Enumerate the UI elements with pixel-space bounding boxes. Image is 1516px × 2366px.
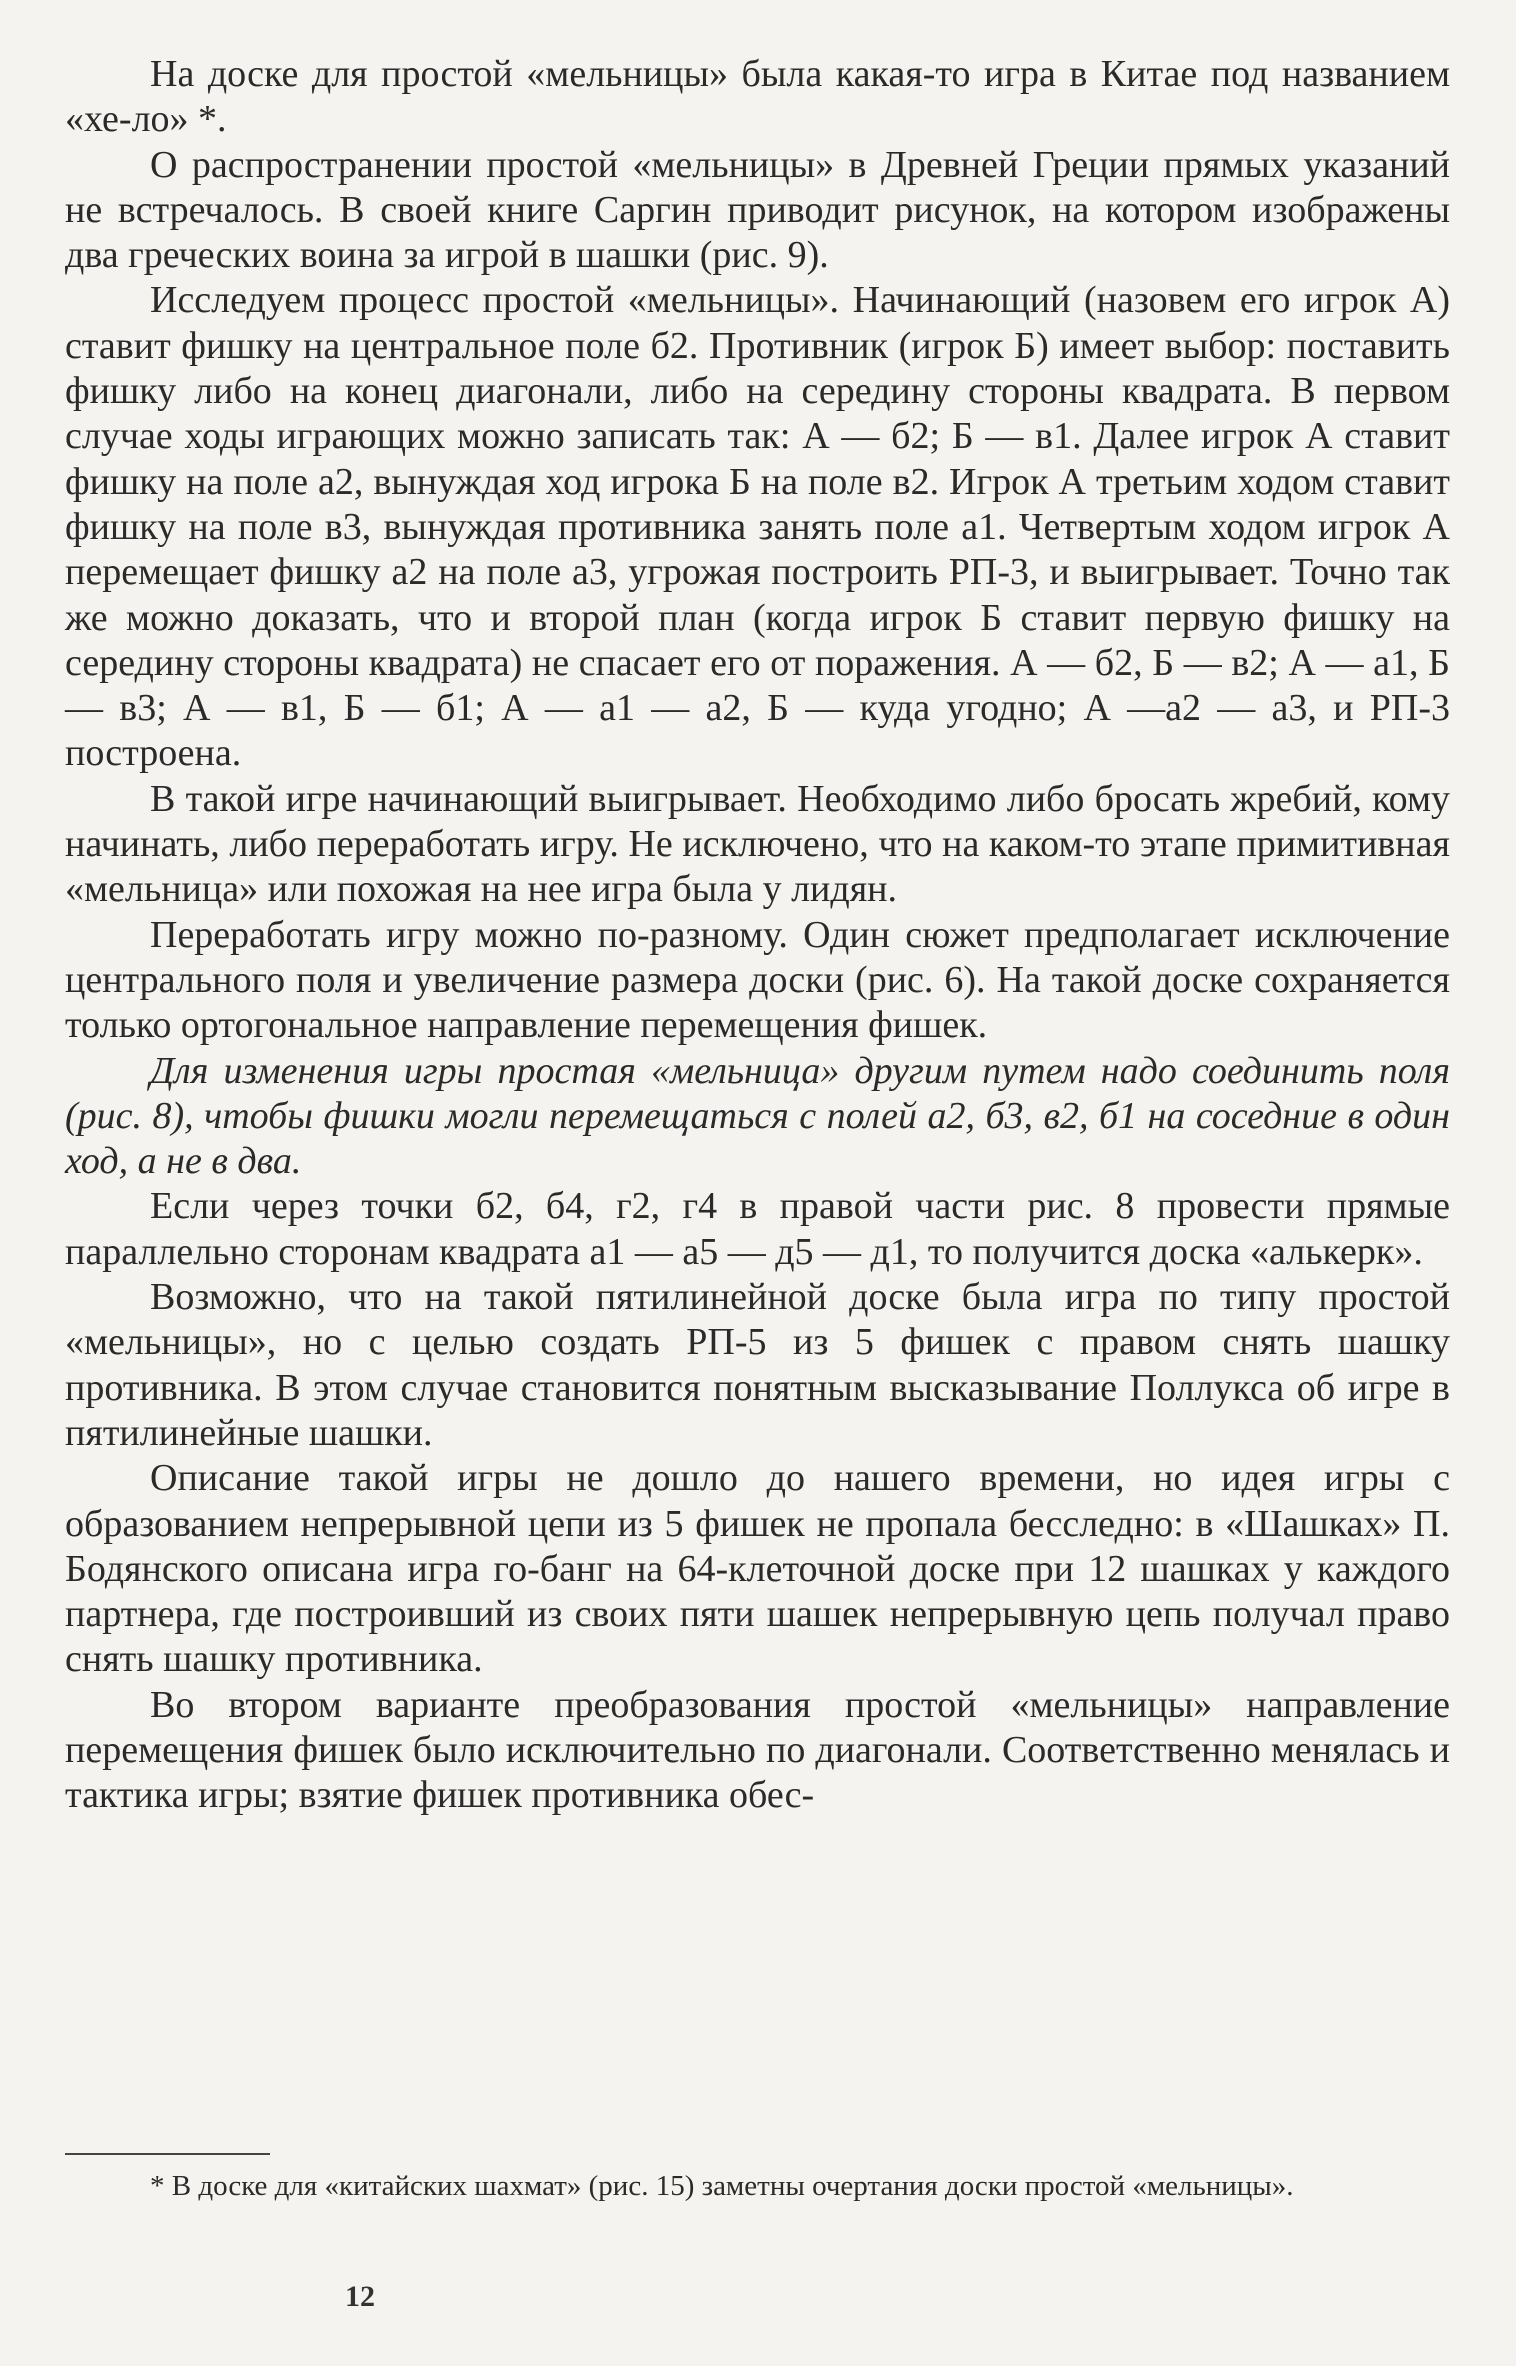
footnote-divider <box>65 2153 270 2155</box>
page-body <box>65 52 1450 1819</box>
paragraph-7: Если через точки б2, б4, г2, г4 в правой части рис. 8 провести прямые параллельно сторонам квадрата а1 — а5 — д5 — д1, то получится доска «алькерк». <box>65 1185 1450 1273</box>
paragraph-9: Описание такой игры не дошло до нашего времени, но идея игры с образованием непрерывной цепи из 5 фишек не пропала бесследно: в «Шашках» П. Бодянского описана игра го-банг на 64-клеточной доске при 12 шашках у каждого партнера, где построивший из своих пяти шашек непрерывную цепь получал право снять шашку противника. <box>65 1457 1450 1681</box>
paragraph-8: Возможно, что на такой пятилинейной доске была игра по типу простой «мельницы», но с целью создать РП-5 из 5 фишек с правом снять шашку противника. В этом случае становится понятным высказывание Поллукса об игре в пятилинейные шашки. <box>65 1276 1450 1454</box>
main-text <box>65 52 1450 1819</box>
paragraph-4: В такой игре начинающий выигрывает. Необходимо либо бросать жребий, кому начинать, либо переработать игру. Не исключено, что на каком-то этапе примитивная «мельница» или похожая на нее игра была у лидян. <box>65 777 1450 911</box>
paragraph-3: Исследуем процесс простой «мельницы». Начинающий (назовем его игрок А) ставит фишку на центральное поле б2. Противник (игрок Б) имеет выбор: поставить фишку либо на конец диагонали, либо на середину стороны квадрата. В первом случае ходы играющих можно записать так: А — б2; Б — в1. Далее игрок А ставит фишку на поле а2, вынуждая ход игрока Б на поле в2. Игрок А третьим ходом ставит фишку на поле в3, вынуждая противника занять поле а1. Четвертым ходом игрок А перемещает фишку а2 на поле а3, угрожая построить РП-3, и выигрывает. Точно так же можно доказать, что и второй план (когда игрок Б ставит первую фишку на середину стороны квадрата) не спасает его от поражения. А — б2, Б — в2; А — а1, Б — в3; А — в1, Б — б1; А — а1 — а2, Б — куда угодно; А —а2 — а3, и РП-3 построена. <box>65 279 1450 775</box>
paragraph-5: Переработать игру можно по-разному. Один сюжет предполагает исключение центрального поля и увеличение размера доски (рис. 6). На такой доске сохраняется только ортогональное направление перемещения фишек. <box>65 913 1450 1047</box>
paragraph-6: Для изменения игры простая «мельница» другим путем надо соединить поля (рис. 8), чтобы фишки могли перемещаться с полей а2, б3, в2, б1 на соседние в один ход, а не в два. <box>65 1049 1450 1183</box>
paragraph-1: На доске для простой «мельницы» была какая-то игра в Китае под названием «хе-ло» *. <box>65 53 1450 141</box>
paragraph-10: Во втором варианте преобразования простой «мельницы» направление перемещения фишек было исключительно по диагонали. Соответственно менялась и тактика игры; взятие фишек противника обес- <box>65 1683 1450 1817</box>
page-number: 12 <box>345 2280 375 2313</box>
paragraph-2: О распространении простой «мельницы» в Древней Греции прямых указаний не встречалось. В своей книге Саргин приводит рисунок, на котором изображены два греческих воина за игрой в шашки (рис. 9). <box>65 143 1450 277</box>
footnote: * В доске для «китайских шахмат» (рис. 15) заметны очертания доски простой «мельницы». <box>150 2170 1294 2202</box>
